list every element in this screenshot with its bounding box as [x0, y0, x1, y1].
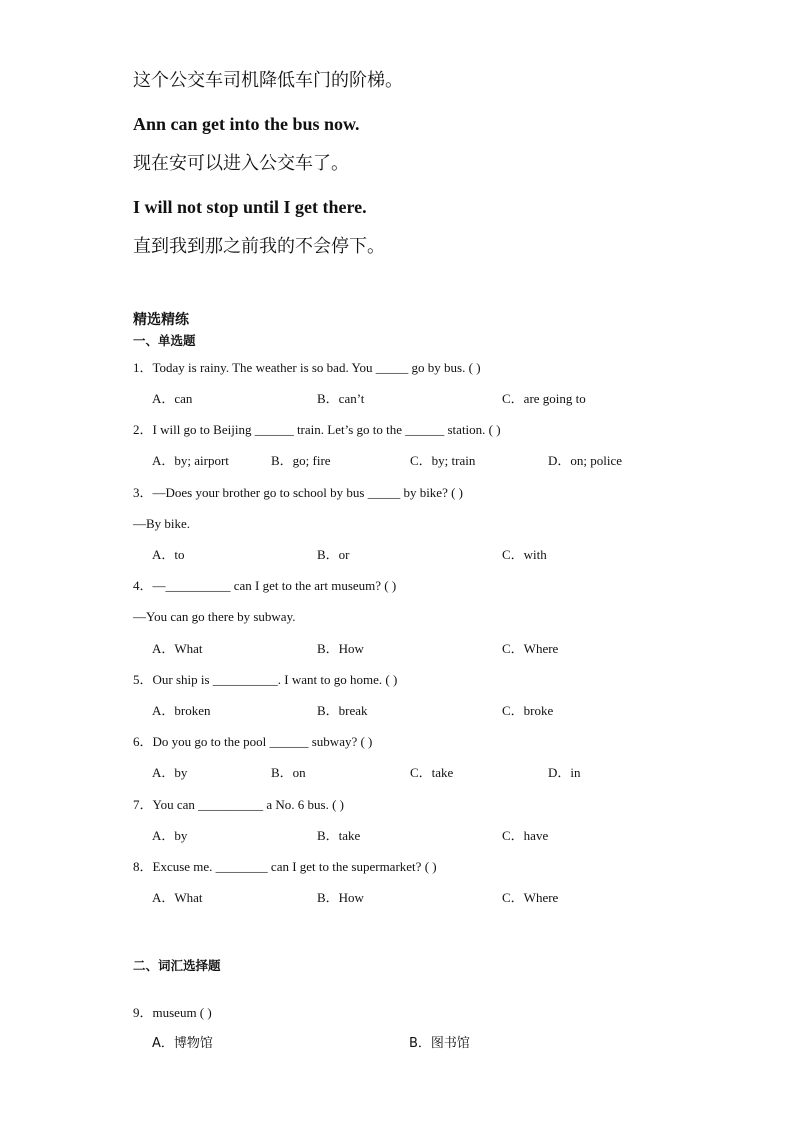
option-c[interactable]: C．broke — [502, 703, 554, 718]
option-b[interactable]: B．How — [317, 890, 364, 905]
option-b[interactable]: B．can’t — [317, 391, 365, 406]
option-a[interactable]: A．broken — [152, 703, 211, 718]
intro-line-3: 现在安可以进入公交车了。 — [133, 153, 349, 174]
option-d[interactable]: D．in — [548, 765, 581, 780]
option-c[interactable]: C．Where — [502, 890, 559, 905]
question-reply: —By bike. — [133, 516, 191, 531]
question-stem: 1．Today is rainy. The weather is so bad. You _____ go by bus. ( ) — [133, 360, 481, 375]
option-a[interactable]: A．What — [152, 890, 203, 905]
intro-line-5: 直到我到那之前我的不会停下。 — [133, 236, 385, 257]
option-c[interactable]: C．have — [502, 828, 549, 843]
option-c[interactable]: C．Where — [502, 641, 559, 656]
option-a[interactable]: A．by — [152, 828, 188, 843]
option-b[interactable]: B．or — [317, 547, 350, 562]
question-stem: 8．Excuse me. ________ can I get to the supermarket? ( ) — [133, 859, 437, 874]
question-stem: 7．You can __________ a No. 6 bus. ( ) — [133, 797, 345, 812]
option-a[interactable]: A．by; airport — [152, 453, 229, 468]
question-stem: 6．Do you go to the pool ______ subway? ( ) — [133, 734, 373, 749]
part2-title: 二、词汇选择题 — [133, 958, 221, 973]
option-a[interactable]: A．by — [152, 765, 188, 780]
question-stem: 9．museum ( ) — [133, 1005, 212, 1020]
intro-line-1: 这个公交车司机降低车门的阶梯。 — [133, 70, 403, 91]
option-a[interactable]: A．What — [152, 641, 203, 656]
option-b[interactable]: B．go; fire — [271, 453, 331, 468]
option-a[interactable]: A．博物馆 — [152, 1036, 213, 1051]
part1-title: 一、单选题 — [133, 333, 196, 348]
option-c[interactable]: C．with — [502, 547, 547, 562]
question-stem: 2．I will go to Beijing ______ train. Let’s go to the ______ station. ( ) — [133, 422, 501, 437]
option-d[interactable]: D．on; police — [548, 453, 623, 468]
intro-line-2: Ann can get into the bus now. — [133, 114, 360, 134]
option-a[interactable]: A．to — [152, 547, 185, 562]
option-b[interactable]: B．图书馆 — [409, 1036, 470, 1051]
option-b[interactable]: B．How — [317, 641, 364, 656]
option-c[interactable]: C．by; train — [410, 453, 476, 468]
option-b[interactable]: B．on — [271, 765, 306, 780]
option-c[interactable]: C．are going to — [502, 391, 586, 406]
question-stem: 5．Our ship is __________. I want to go home. ( ) — [133, 672, 398, 687]
question-reply: —You can go there by subway. — [133, 609, 296, 624]
question-stem: 4．—__________ can I get to the art museum? ( ) — [133, 578, 397, 593]
section-title: 精选精练 — [133, 312, 189, 328]
question-stem: 3．—Does your brother go to school by bus _____ by bike? ( ) — [133, 485, 464, 500]
option-a[interactable]: A．can — [152, 391, 193, 406]
option-b[interactable]: B．take — [317, 828, 361, 843]
option-b[interactable]: B．break — [317, 703, 368, 718]
option-c[interactable]: C．take — [410, 765, 454, 780]
intro-line-4: I will not stop until I get there. — [133, 197, 367, 217]
